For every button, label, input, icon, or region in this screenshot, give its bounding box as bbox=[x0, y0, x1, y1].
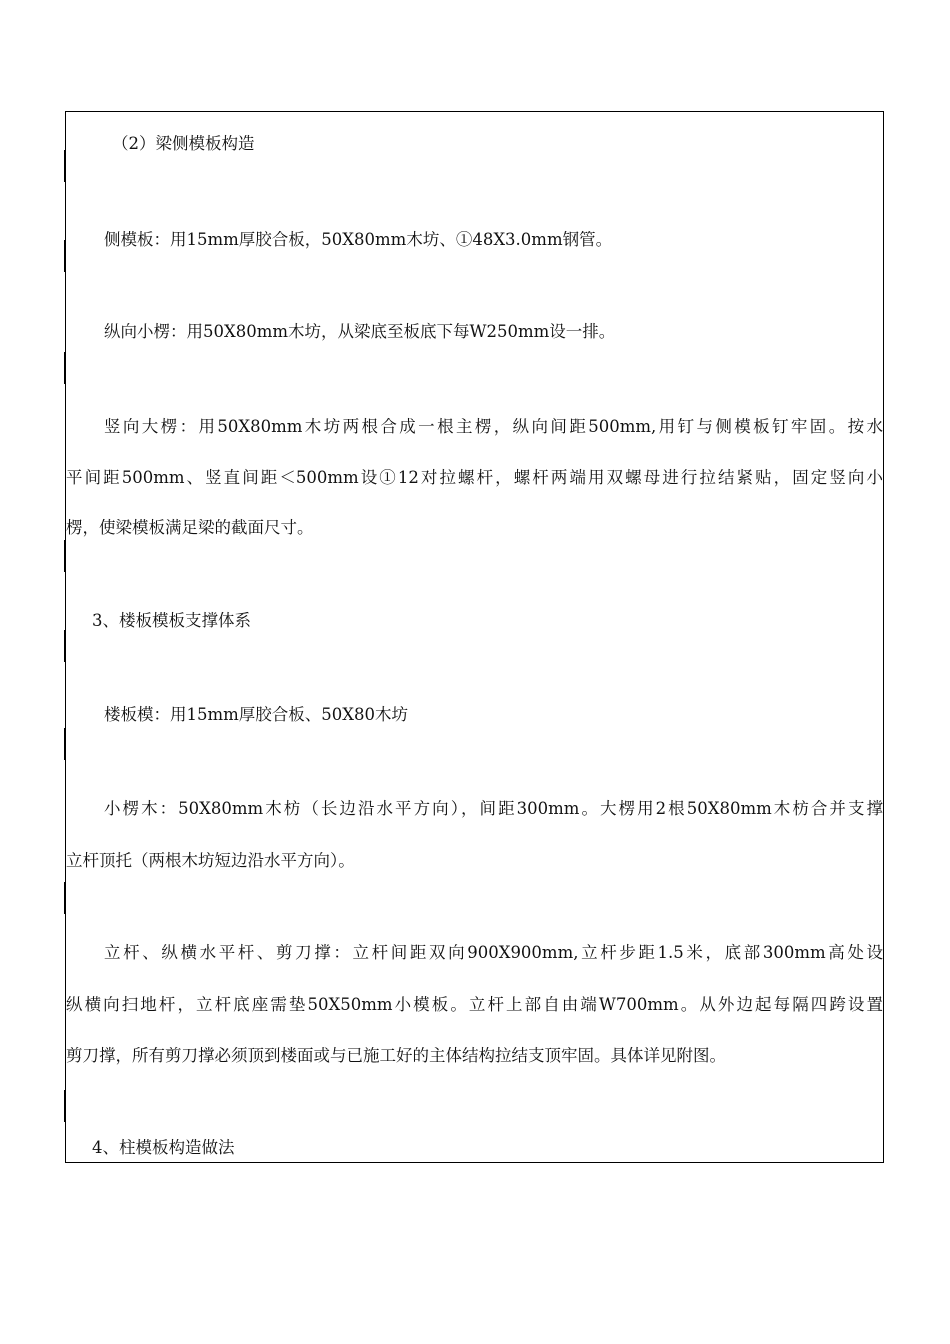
paragraph-shores-line1: 立杆、纵横水平杆、剪刀撑：立杆间距双向900X900mm,立杆步距1.5米，底部300mm高处设 bbox=[104, 943, 883, 962]
paragraph-vertical-waler-line1: 竖向大楞：用50X80mm木坊两根合成一根主楞，纵向间距500mm,用钉与侧模板钉牢固。按水 bbox=[104, 417, 883, 436]
margin-mark bbox=[64, 630, 65, 662]
paragraph-vertical-waler-line3: 楞，使梁模板满足梁的截面尺寸。 bbox=[66, 518, 314, 537]
margin-mark bbox=[64, 882, 65, 914]
section-heading-column-formwork: 4、柱模板构造做法 bbox=[92, 1138, 235, 1157]
margin-mark bbox=[64, 728, 65, 760]
paragraph-shores-line2: 纵横向扫地杆，立杆底座需垫50X50mm小模板。立杆上部自由端W700mm。从外边起每隔四跨设置 bbox=[66, 995, 883, 1014]
paragraph-small-joist-line2: 立杆顶托（两根木坊短边沿水平方向）。 bbox=[66, 851, 355, 870]
paragraph-longitudinal-joist: 纵向小楞：用50X80mm木坊，从梁底至板底下每W250mm设一排。 bbox=[104, 322, 616, 341]
paragraph-side-formwork: 侧模板：用15mm厚胶合板，50X80mm木坊、①48X3.0mm钢管。 bbox=[104, 230, 613, 249]
section-heading-beam-side: （2）梁侧模板构造 bbox=[112, 134, 255, 153]
section-heading-slab-support: 3、楼板模板支撑体系 bbox=[92, 611, 251, 630]
margin-mark bbox=[64, 540, 65, 572]
paragraph-slab-formwork: 楼板模：用15mm厚胶合板、50X80木坊 bbox=[104, 705, 409, 724]
margin-mark bbox=[64, 1090, 65, 1122]
margin-mark bbox=[64, 240, 65, 272]
margin-mark bbox=[64, 150, 65, 182]
paragraph-vertical-waler-line2: 平间距500mm、竖直间距＜500mm设①12对拉螺杆，螺杆两端用双螺母进行拉结紧贴，固定竖向小 bbox=[66, 468, 883, 487]
margin-mark bbox=[64, 352, 65, 384]
paragraph-shores-line3: 剪刀撑，所有剪刀撑必须顶到楼面或与已施工好的主体结构拉结支顶牢固。具体详见附图。 bbox=[66, 1046, 726, 1065]
paragraph-small-joist-line1: 小楞木：50X80mm木枋（长边沿水平方向），间距300mm。大楞用2根50X80mm木枋合并支撑 bbox=[104, 799, 883, 818]
